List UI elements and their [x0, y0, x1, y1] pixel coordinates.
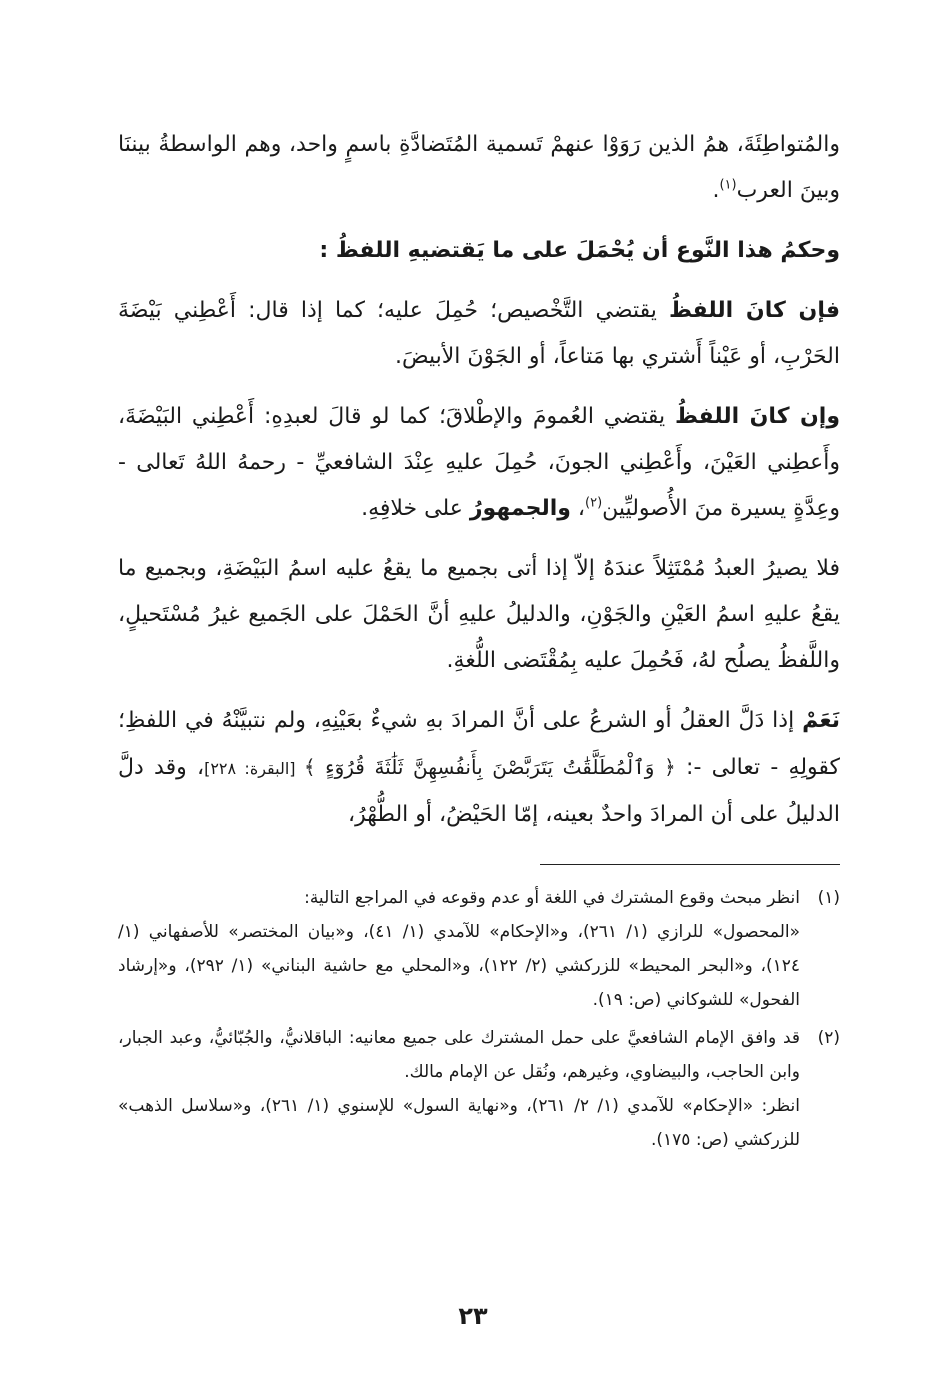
footnote-2-line-2: انظر: «الإحكام» للآمدي (١/ ٢/ ٢٦١)، و«نهاية السول» للإسنوي (١/ ٢٦١)، و«سلاسل الذهب» للزركشي (ص: ١٧٥). [118, 1096, 800, 1150]
paragraph-6-lead: نَعَمْ [802, 708, 840, 733]
paragraph-4-mid: ، [570, 496, 586, 521]
footnote-2-number: (٢) [817, 1028, 840, 1048]
paragraph-4-bold: والجمهورُ [469, 496, 571, 521]
paragraph-1 [118, 122, 840, 214]
footnote-2-body [118, 1021, 800, 1157]
paragraph-6 [118, 698, 840, 838]
footnote-1 [118, 881, 840, 1017]
footnote-2 [118, 1021, 840, 1157]
footnote-1-number: (١) [817, 888, 840, 908]
footnote-ref-1: (١) [719, 177, 737, 193]
paragraph-6-text: إذا دَلَّ العقلُ أو الشرعُ على أنَّ المرادَ بهِ شيءٌ بعَيْنِهِ، ولم نتبيَّنْهُ في اللفظِ؛ كقولِهِ - تعالى -: [118, 708, 840, 780]
paragraph-1-text: والمُتواطِئَةَ، همُ الذين رَوَوْا عنهمْ تَسمية المُتَضادَّةِ باسمٍ واحد، وهم الواسطةُ بيننَا وبينَ العرب [118, 132, 840, 203]
verse-reference: [البقرة: ٢٢٨] [204, 759, 304, 778]
paragraph-6-end: ، وقد دلَّ الدليلُ على أن المرادَ واحدٌ بعينه، إمّا الحَيْضُ، أو الطُّهْرُ، [118, 755, 840, 827]
footnote-1-line-2: «المحصول» للرازي (١/ ٢٦١)، و«الإحكام» للآمدي (١/ ٤١)، و«بيان المختصر» للأصفهاني (١/ ١٢٤)، و«البحر المحيط» للزركشي (٢/ ١٢٢)، و«المحلي مع حاشية البناني» (١/ ٢٩٢)، و«إرشاد الفحول» للشوكاني (ص: ١٩). [118, 922, 801, 1010]
paragraph-3-text: يقتضي التَّخْصيص؛ حُمِلَ عليه؛ كما إذا قال: أَعْطِني بَيْضَةَ الحَرْبِ، أو عَيْناً أَشتري بها مَتاعاً، أو الجَوْنَ الأبيضَ. [118, 298, 840, 369]
paragraph-4-lead: وإن كانَ اللفظُ [674, 404, 840, 429]
paragraph-4 [118, 394, 840, 532]
page-number: ٢٣ [458, 1302, 488, 1330]
paragraph-1-end: . [712, 178, 720, 203]
paragraph-2 [118, 228, 840, 274]
footnote-1-body [118, 881, 800, 1017]
book-page [118, 122, 840, 1161]
paragraph-5-text: فلا يصيرُ العبدُ مُمْتَثِلاً عندَهُ إلاّ إذا أتى بجميع ما يقعُ عليه اسمُ البَيْضَةِ، وبجميع ما يقعُ عليهِ اسمُ العَيْنِ والجَوْنِ، والدليلُ عليهِ أنَّ الحَمْلَ على الجَميع غيرُ مُسْتَحيلٍ، واللَّفظُ يصلُح لهُ، فَحُمِلَ عليه بِمُقْتَضى اللُّغةِ. [118, 556, 840, 673]
paragraph-4-end: على خلافِهِ. [361, 496, 470, 521]
footnote-ref-2: (٢) [585, 495, 603, 511]
footnotes [118, 881, 840, 1157]
paragraph-4-text: يقتضي العُمومَ والإطْلاقَ؛ كما لو قالَ لعبدِهِ: أَعْطِني البَيْضَةَ، وأَعطِني العَيْنَ، وأَعْطِني الجونَ، حُمِلَ عليهِ عِنْدَ الشافعيِّ - رحمهُ اللهُ تَعالى - وعِدَّةٍ يسيرة منَ الأُصوليِّين [118, 404, 840, 521]
paragraph-3-lead: فإن كانَ اللفظُ [668, 298, 840, 323]
quran-verse: ﴿ وَٱلْمُطَلَّقَٰتُ يَتَرَبَّصْنَ بِأَنفُسِهِنَّ ثَلَٰثَةَ قُرُوٓءٍ ﴾ [303, 755, 676, 779]
main-text [118, 122, 840, 838]
footnote-1-line-1: انظر مبحث وقوع المشترك في اللغة أو عدم وقوعه في المراجع التالية: [304, 888, 800, 908]
footnote-separator [540, 864, 840, 865]
footnote-2-line-1: قد وافق الإمام الشافعيَّ على حمل المشترك على جميع معانيه: الباقلانيُّ، والجُبّائيُّ، وعبد الجبار، وابن الحاجب، والبيضاوي، وغيرهم، ونُقل عن الإمام مالك. [118, 1028, 800, 1082]
paragraph-3 [118, 288, 840, 380]
paragraph-2-text: وحكمُ هذا النَّوع أن يُحْمَلَ على ما يَقتضيهِ اللفظُ : [319, 238, 840, 263]
paragraph-5 [118, 546, 840, 684]
